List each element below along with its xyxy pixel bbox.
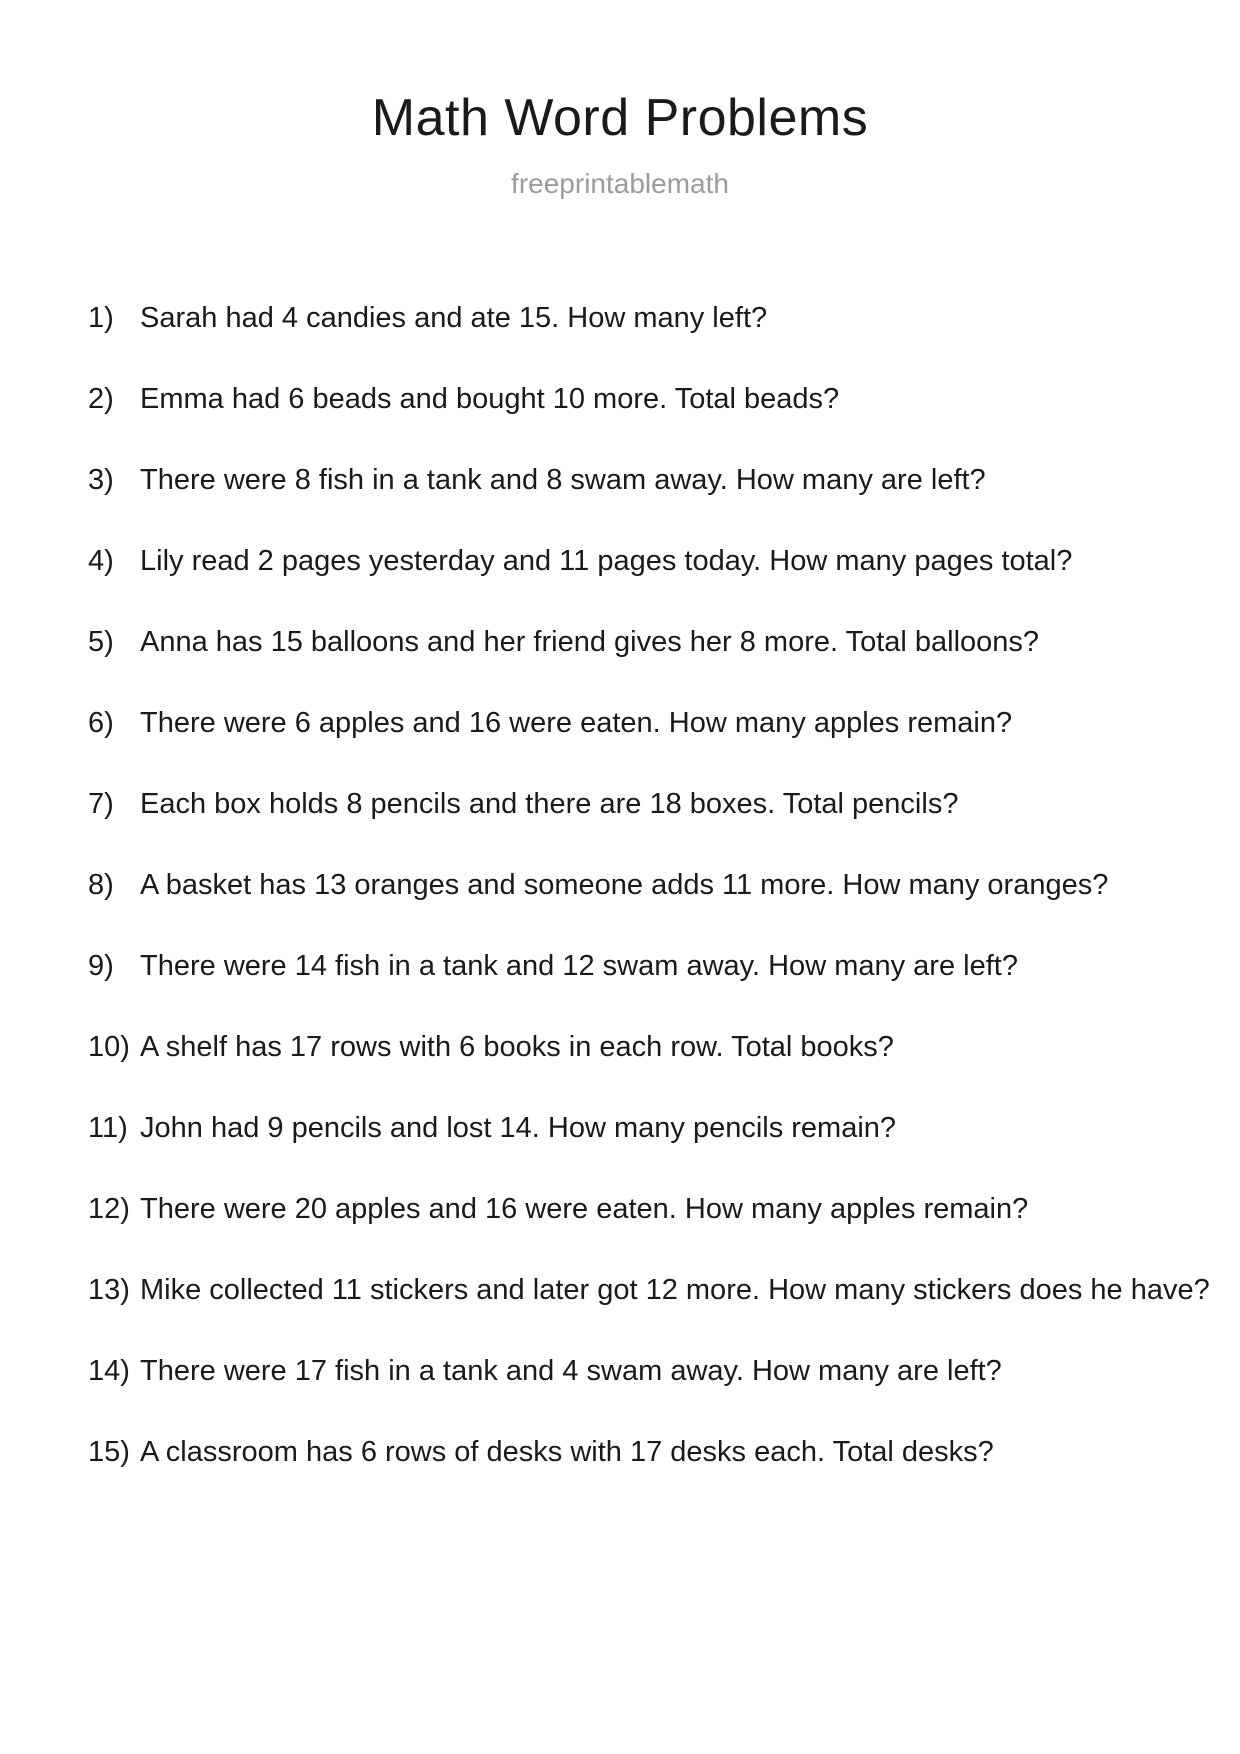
problem-text: A classroom has 6 rows of desks with 17 desks each. Total desks? <box>140 1436 994 1468</box>
problem-list <box>88 300 1240 1515</box>
problem-text: A shelf has 17 rows with 6 books in each row. Total books? <box>140 1031 894 1063</box>
problem-text: Anna has 15 balloons and her friend gives her 8 more. Total balloons? <box>140 626 1040 658</box>
problem-text: Lily read 2 pages yesterday and 11 pages today. How many pages total? <box>140 545 1073 577</box>
list-item <box>88 300 1240 381</box>
list-item <box>88 624 1240 705</box>
problem-text: Each box holds 8 pencils and there are 18 boxes. Total pencils? <box>140 788 959 820</box>
list-item <box>88 1353 1240 1434</box>
problem-text: Emma had 6 beads and bought 10 more. Total beads? <box>140 383 840 415</box>
problem-number: 12) <box>88 1193 130 1225</box>
list-item <box>88 1110 1240 1191</box>
problem-number: 3) <box>88 464 114 496</box>
list-item <box>88 786 1240 867</box>
list-item <box>88 1191 1240 1272</box>
list-item <box>88 543 1240 624</box>
problem-number: 13) <box>88 1274 130 1306</box>
list-item <box>88 1272 1240 1353</box>
problem-number: 2) <box>88 383 114 415</box>
problem-number: 7) <box>88 788 114 820</box>
page-subtitle: freeprintablemath <box>511 168 729 199</box>
problem-number: 4) <box>88 545 114 577</box>
list-item <box>88 1029 1240 1110</box>
problem-text: There were 17 fish in a tank and 4 swam away. How many are left? <box>140 1355 1002 1387</box>
page-title: Math Word Problems <box>371 89 869 147</box>
problem-text: Mike collected 11 stickers and later got 12 more. How many stickers does he have? <box>140 1274 1210 1306</box>
list-item <box>88 381 1240 462</box>
problem-number: 8) <box>88 869 114 901</box>
problem-number: 9) <box>88 950 114 982</box>
list-item <box>88 948 1240 1029</box>
problem-number: 5) <box>88 626 114 658</box>
problem-text: There were 14 fish in a tank and 12 swam away. How many are left? <box>140 950 1018 982</box>
problem-text: Sarah had 4 candies and ate 15. How many left? <box>140 302 768 334</box>
problem-number: 14) <box>88 1355 130 1387</box>
list-item <box>88 705 1240 786</box>
problem-text: There were 6 apples and 16 were eaten. How many apples remain? <box>140 707 1013 739</box>
problem-number: 15) <box>88 1436 130 1468</box>
list-item <box>88 462 1240 543</box>
problem-number: 11) <box>88 1112 128 1144</box>
problem-text: There were 8 fish in a tank and 8 swam away. How many are left? <box>140 464 986 496</box>
list-item <box>88 1434 1240 1515</box>
problem-text: A basket has 13 oranges and someone adds 11 more. How many oranges? <box>140 869 1109 901</box>
problem-text: There were 20 apples and 16 were eaten. How many apples remain? <box>140 1193 1029 1225</box>
problem-number: 6) <box>88 707 114 739</box>
list-item <box>88 867 1240 948</box>
problem-text: John had 9 pencils and lost 14. How many pencils remain? <box>140 1112 897 1144</box>
problem-number: 10) <box>88 1031 130 1063</box>
problem-number: 1) <box>88 302 114 334</box>
